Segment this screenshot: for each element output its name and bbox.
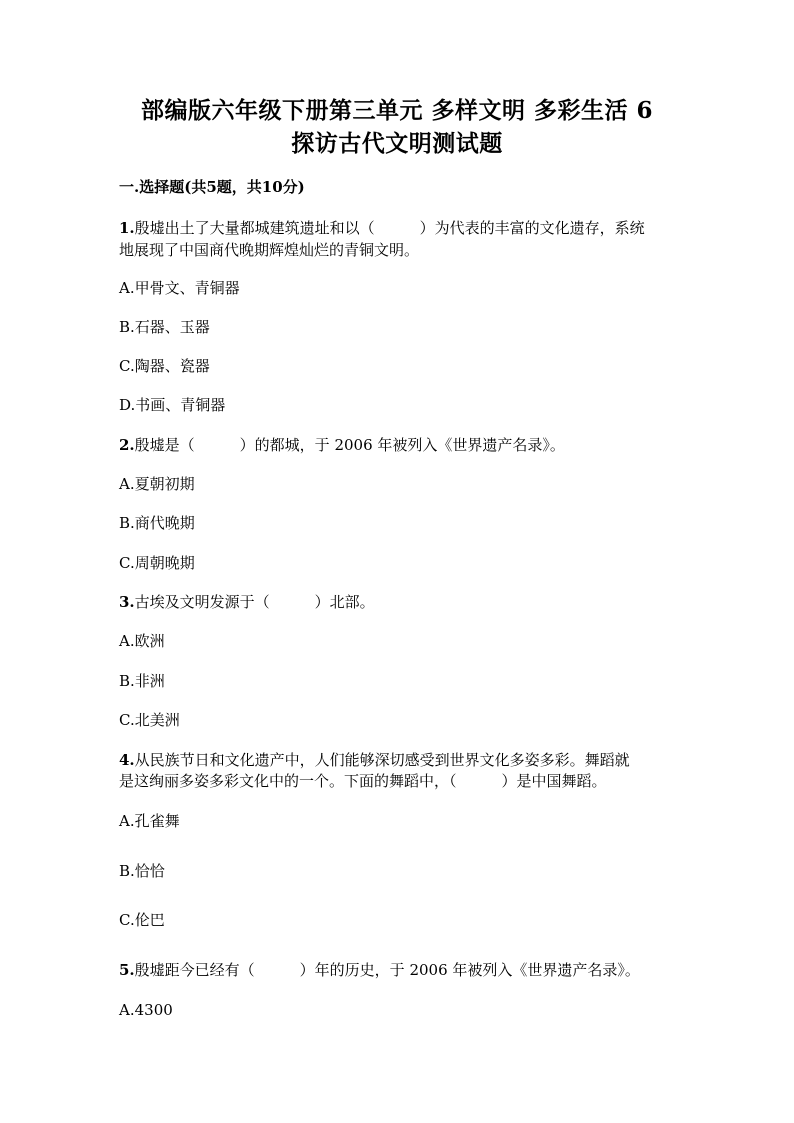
question-2-stem [119, 435, 679, 455]
question-2-option-c: C.周朝晚期 [119, 554, 195, 572]
question-4-option-c: C.伦巴 [119, 911, 165, 929]
document-title-line-2: 探访古代文明测试题 [291, 130, 503, 157]
question-1-line-1: 殷墟出土了大量都城建筑遗址和以（ ）为代表的丰富的文化遗存，系统 [134, 219, 645, 237]
question-2-line-1: 殷墟是（ ）的都城，于 2006 年被列入《世界遗产名录》。 [134, 436, 565, 454]
question-1-number: 1. [119, 219, 135, 237]
question-3-stem [119, 592, 679, 612]
question-4-number: 4. [119, 751, 135, 769]
question-1-option-c: C.陶器、瓷器 [119, 357, 210, 375]
question-3-option-a: A.欧洲 [119, 632, 165, 650]
question-4-option-a: A.孔雀舞 [119, 812, 180, 830]
document-title-line-1: 部编版六年级下册第三单元 多样文明 多彩生活 6 [140, 97, 654, 124]
question-1-option-a: A.甲骨文、青铜器 [119, 279, 240, 297]
question-1-option-d: D.书画、青铜器 [119, 396, 226, 414]
question-5-option-a: A.4300 [119, 1001, 173, 1019]
question-3-number: 3. [119, 593, 135, 611]
question-3-line-1: 古埃及文明发源于（ ）北部。 [134, 593, 375, 611]
section-heading: 一.选择题(共5题，共10分) [119, 178, 305, 196]
question-5-stem [119, 960, 679, 980]
question-4-option-b: B.恰恰 [119, 862, 165, 880]
question-4-line-1: 从民族节日和文化遗产中，人们能够深切感受到世界文化多姿多彩。舞蹈就 [134, 751, 630, 769]
question-2-number: 2. [119, 436, 135, 454]
question-1-option-b: B.石器、玉器 [119, 318, 210, 336]
question-3-option-b: B.非洲 [119, 672, 165, 690]
question-2-option-b: B.商代晚期 [119, 514, 195, 532]
question-1-line-2: 地展现了中国商代晚期辉煌灿烂的青铜文明。 [119, 241, 420, 259]
question-4-stem [119, 750, 679, 770]
question-1-stem [119, 218, 679, 238]
question-5-line-1: 殷墟距今已经有（ ）年的历史，于 2006 年被列入《世界遗产名录》。 [134, 961, 640, 979]
question-3-option-c: C.北美洲 [119, 711, 180, 729]
question-4-line-2: 是这绚丽多姿多彩文化中的一个。下面的舞蹈中，（ ）是中国舞蹈。 [119, 772, 607, 790]
question-5-number: 5. [119, 961, 135, 979]
question-2-option-a: A.夏朝初期 [119, 475, 195, 493]
